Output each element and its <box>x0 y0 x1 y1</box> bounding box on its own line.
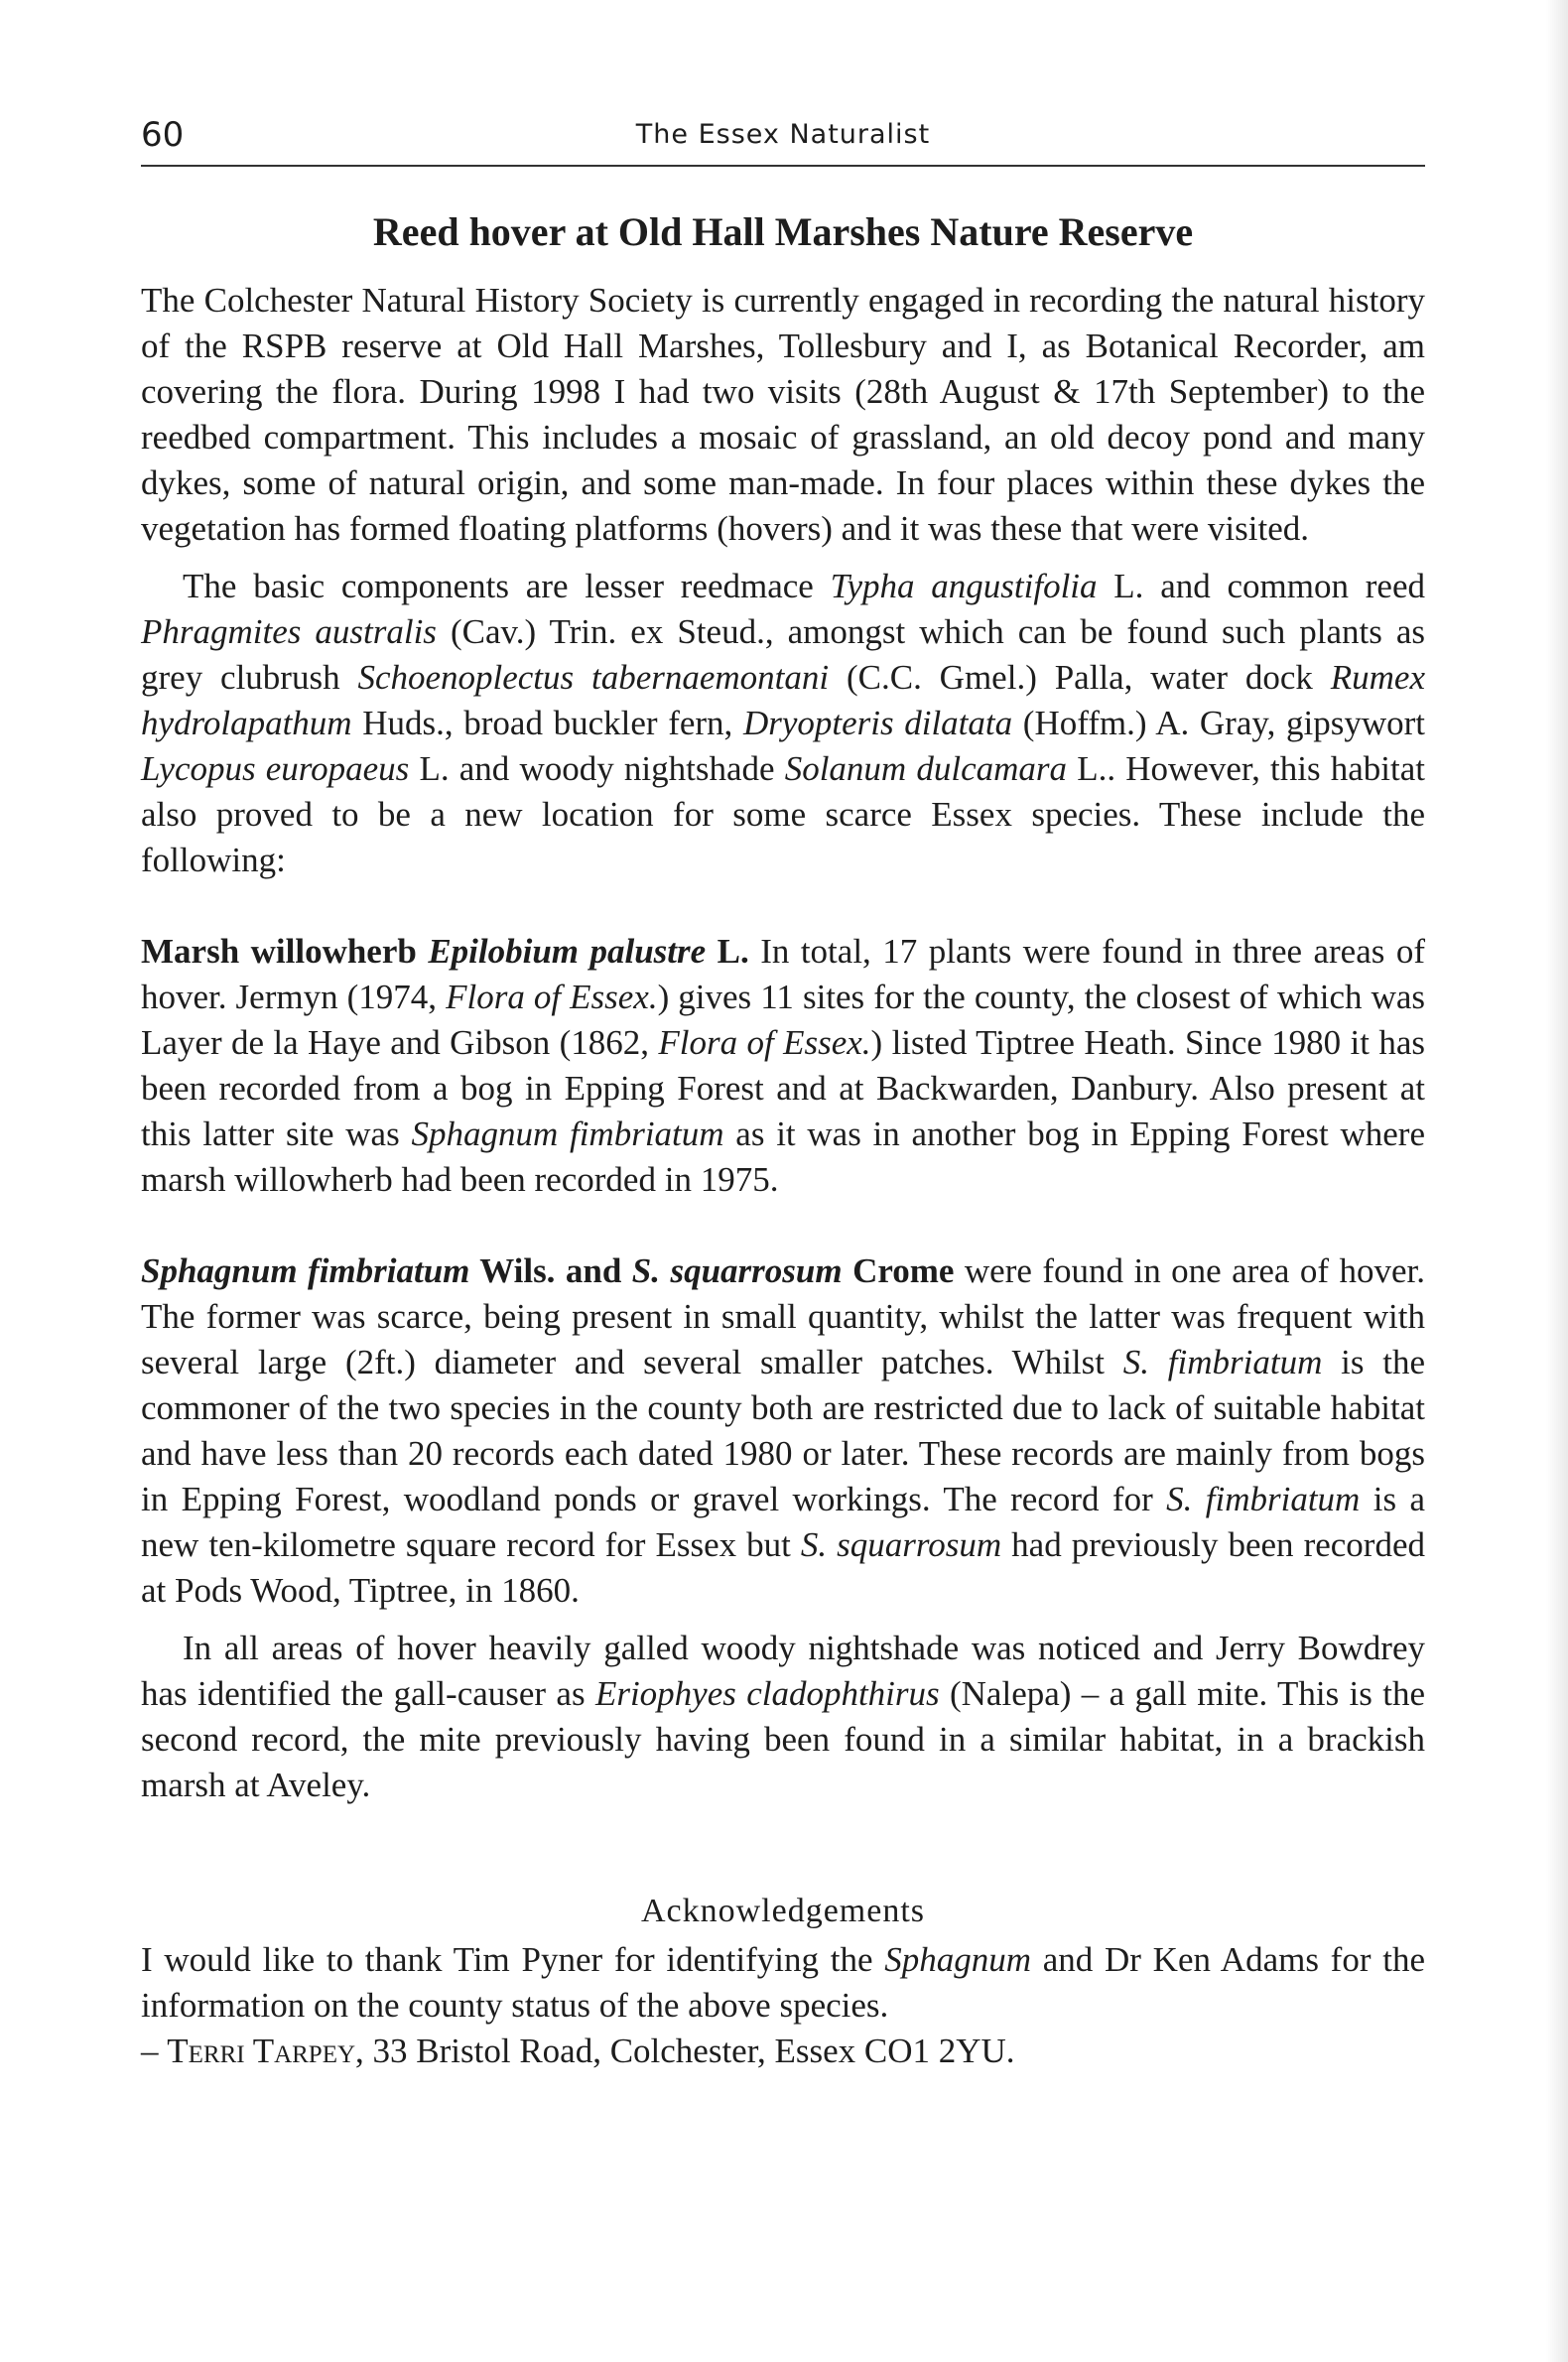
header-rule <box>141 165 1425 167</box>
species-heading-latin: Epilobium palustre <box>428 932 707 971</box>
page-edge-shadow <box>1546 0 1568 2362</box>
text: ) listed Tiptree Heath. Since 1980 it has been recorded from a bog in Epping Forest and at Backwarden, Danbury. Also present at this latter site was <box>141 1023 1425 1153</box>
species-name: Dryopteris dilatata <box>742 704 1013 742</box>
paragraph-intro: The Colchester Natural History Society is currently engaged in recording the natural history of the RSPB reserve at Old Hall Marshes, Tollesbury and I, as Botanical Recorder, am covering the flora. During 1998 I had two visits (28th August & 17th September) to the reedbed compartment. This includes a mosaic of grassland, an old decoy pond and many dykes, some of natural origin, and some man-made. In four places within these dykes the vegetation has formed floating platforms (hovers) and it was these that were visited. <box>141 281 1425 548</box>
text: were found in one area of hover. The former was scarce, being present in small quantity, whilst the latter was frequent with several large (2ft.) diameter and several smaller patches. Whilst <box>141 1251 1425 1381</box>
species-heading <box>141 1251 954 1290</box>
paragraph-components <box>141 564 1425 883</box>
paragraph-acknowledgements <box>141 1937 1425 2029</box>
paragraph-sphagnum <box>141 1248 1425 1614</box>
text: L. and common reed <box>1097 567 1425 605</box>
text: Huds., broad buckler fern, <box>351 704 743 742</box>
citation-title: Flora of Essex. <box>446 978 658 1016</box>
text: L. and woody nightshade <box>409 749 785 788</box>
author-name: Terri Tarpey <box>167 2032 356 2070</box>
citation-title: Flora of Essex. <box>658 1023 871 1062</box>
text: and Dr Ken Adams for the information on the county status of the above species. <box>141 1940 1425 2025</box>
article-title: Reed hover at Old Hall Marshes Nature Reserve <box>372 209 1194 254</box>
page-header <box>141 111 1425 163</box>
species-heading-author: Wils. and <box>469 1251 632 1290</box>
text: as it was in another bog in Epping Forest where marsh willowherb had been recorded in 1975. <box>141 1115 1425 1199</box>
author-address: , 33 Bristol Road, Colchester, Essex CO1 2YU. <box>355 2032 1015 2070</box>
text: In total, 17 plants were found in three areas of hover. Jermyn (1974, <box>141 932 1425 1016</box>
text: is a new ten-kilometre square record for Essex but <box>141 1480 1425 1564</box>
species-heading-latin: Sphagnum fimbriatum <box>141 1251 470 1290</box>
species-name: Solanum dulcamara <box>784 749 1068 788</box>
page-number: 60 <box>141 115 185 155</box>
species-name: S. fimbriatum <box>1122 1343 1323 1381</box>
species-name: Rumex hydrolapathum <box>141 658 1425 742</box>
text: (Cav.) Trin. ex Steud., amongst which can be found such plants as grey clubrush <box>141 612 1425 697</box>
text: ) gives 11 sites for the county, the closest of which was Layer de la Haye and Gibson (1862, <box>141 978 1425 1062</box>
author-signature <box>141 2029 1425 2074</box>
text: had previously been recorded at Pods Wood, Tiptree, in 1860. <box>141 1525 1425 1610</box>
text: The basic components are lesser reedmace <box>183 567 831 605</box>
acknowledgements-heading: Acknowledgements <box>640 1893 926 1929</box>
journal-title: The Essex Naturalist <box>635 119 931 150</box>
species-heading <box>141 932 749 971</box>
article <box>141 206 1425 2074</box>
text: (Hoffm.) A. Gray, gipsywort <box>1012 704 1425 742</box>
paragraph-marsh-willowherb <box>141 929 1425 1203</box>
species-name: S. squarrosum <box>800 1525 1002 1564</box>
text: In all areas of hover heavily galled woody nightshade was noticed and Jerry Bowdrey has identified the gall-causer as <box>141 1629 1425 1713</box>
species-name: Sphagnum <box>884 1940 1032 1979</box>
species-name: Lycopus europaeus <box>141 749 410 788</box>
species-name: Typha angustifolia <box>830 567 1098 605</box>
species-heading-latin: S. squarrosum <box>631 1251 843 1290</box>
text: (Nalepa) – a gall mite. This is the second record, the mite previously having been found in a similar habitat, in a brackish marsh at Aveley. <box>141 1674 1425 1804</box>
text: (C.C. Gmel.) Palla, water dock <box>829 658 1331 697</box>
species-name: Phragmites australis <box>141 612 437 651</box>
dash: – <box>141 2032 168 2070</box>
species-name: S. fimbriatum <box>1166 1480 1361 1518</box>
species-heading-author: L. <box>706 932 749 971</box>
species-heading-author: Crome <box>842 1251 955 1290</box>
species-name: Schoenoplectus tabernaemontani <box>357 658 830 697</box>
species-heading-common: Marsh willowherb <box>141 932 429 971</box>
text: I would like to thank Tim Pyner for identifying the <box>141 1940 885 1979</box>
text: L.. However, this habitat also proved to be a new location for some scarce Essex species. These include the following: <box>141 749 1426 879</box>
text: is the commoner of the two species in the county both are restricted due to lack of suitable habitat and have less than 20 records each dated 1980 or later. These records are mainly from bogs in Epping Forest, woodland ponds or gravel workings. The record for <box>141 1343 1425 1518</box>
paragraph-gall-mite <box>141 1626 1425 1808</box>
species-name: Eriophyes cladophthirus <box>594 1674 940 1713</box>
species-name: Sphagnum fimbriatum <box>411 1115 724 1153</box>
